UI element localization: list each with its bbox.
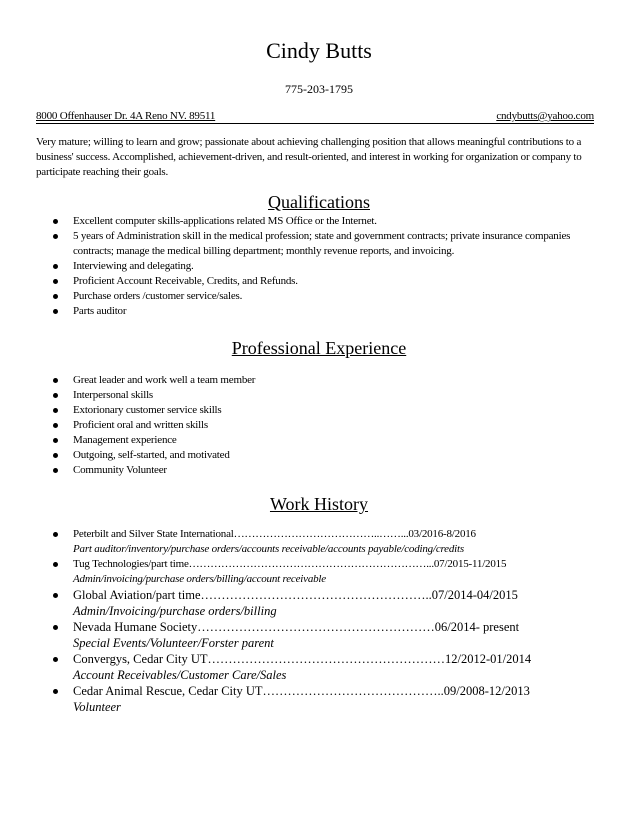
list-item: Proficient oral and written skills: [36, 418, 596, 433]
professional-experience-list: [36, 373, 596, 478]
job-duties: Special Events/Volunteer/Forster parent: [73, 636, 274, 650]
qualifications-heading: Qualifications: [268, 192, 370, 212]
work-history-item: [36, 587, 596, 619]
work-history-item: [36, 651, 596, 683]
list-item: Outgoing, self-started, and motivated: [36, 448, 596, 463]
list-item: Parts auditor: [36, 304, 596, 319]
phone-number: 775-203-1795: [285, 82, 353, 96]
job-duties: Part auditor/inventory/purchase orders/accounts receivable/accounts payable/coding/credits: [73, 543, 464, 555]
contact-line: [36, 109, 594, 124]
job-line: Global Aviation/part time………………………………………………..07/2014-04/2015: [73, 588, 518, 602]
professional-experience-heading: Professional Experience: [231, 338, 407, 358]
job-line: Tug Technologies/part time…………………………………………………………...07/2015-11/2015: [73, 558, 507, 570]
list-item: Management experience: [36, 433, 596, 448]
qualifications-list: [36, 214, 596, 319]
job-line: Convergys, Cedar City UT…………………………………………………12/2012-01/2014: [73, 652, 532, 666]
job-line: Peterbilt and Silver State International…………………………………..……...03/2016-8/2016: [73, 528, 476, 540]
job-duties: Admin/invoicing/purchase orders/billing/account receivable: [73, 573, 326, 585]
list-item: Interpersonal skills: [36, 388, 596, 403]
work-history-list: [36, 527, 596, 715]
list-item: Great leader and work well a team member: [36, 373, 596, 388]
candidate-name: Cindy Butts: [266, 38, 372, 63]
objective-paragraph: Very mature; willing to learn and grow; passionate about achieving challenging position that allows meaningful contributions to a business' success. Accomplished, achievement-driven, and result-oriented, and interest in working for organization or company to participate reaching their goals.: [36, 136, 582, 178]
list-item: Interviewing and delegating.: [36, 259, 596, 274]
work-history-item: [36, 619, 596, 651]
work-history-item: [36, 683, 596, 715]
work-history-heading: Work History: [269, 494, 369, 514]
list-item: Purchase orders /customer service/sales.: [36, 289, 596, 304]
job-line: Cedar Animal Rescue, Cedar City UT……………………………………..09/2008-12/2013: [73, 684, 530, 698]
work-history-item: [36, 557, 596, 587]
job-duties: Admin/Invoicing/purchase orders/billing: [73, 604, 277, 618]
job-line: Nevada Humane Society…………………………………………………06/2014- present: [73, 620, 520, 634]
job-duties: Account Receivables/Customer Care/Sales: [73, 668, 287, 682]
email-link[interactable]: cndybutts@yahoo.com: [496, 110, 594, 122]
address: 8000 Offenhauser Dr. 4A Reno NV. 89511: [36, 110, 216, 122]
work-history-item: [36, 527, 596, 557]
list-item: Community Volunteer: [36, 463, 596, 478]
list-item: Proficient Account Receivable, Credits, and Refunds.: [36, 274, 596, 289]
list-item: 5 years of Administration skill in the medical profession; state and government contracts; private insurance companies contracts; manage the medical billing department; monthly revenue reports, and invoicing.: [36, 229, 596, 259]
list-item: Excellent computer skills-applications related MS Office or the Internet.: [36, 214, 596, 229]
job-duties: Volunteer: [73, 700, 121, 714]
list-item: Extorionary customer service skills: [36, 403, 596, 418]
